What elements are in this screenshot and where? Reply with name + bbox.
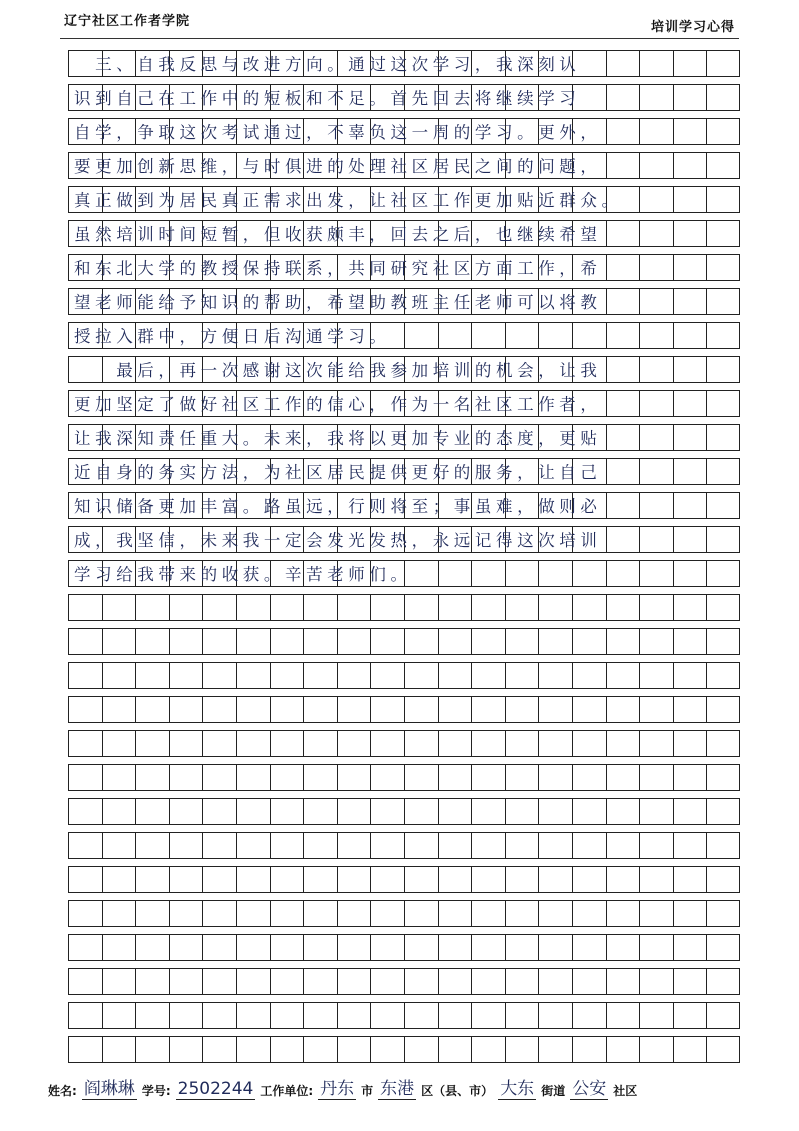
essay-line: 知识储备更加丰富。路虽远，行则将至；事虽难，做则必 [74,497,602,516]
district-value: 东港 [380,1079,415,1099]
essay-line: 最后，再一次感谢这次能给我参加培训的机会，让我 [74,361,602,380]
grid-row [69,968,740,995]
essay-line: 三、自我反思与改进方向。通过这次学习，我深刻认 [74,55,581,74]
grid-row [69,866,740,893]
essay-line: 学习给我带来的收获。辛苦老师们。 [74,565,412,584]
name-value: 阎琳琳 [83,1079,135,1099]
unit-label: 工作单位: [260,1084,314,1098]
community-value: 公安 [572,1079,607,1099]
grid-row [69,764,740,791]
essay-line: 识到自己在工作中的短板和不足。首先回去将继续学习 [74,89,581,108]
essay-line: 自学，争取这次考试通过，不辜负这一周的学习。更外， [74,123,602,142]
essay-line: 近自身的务实方法，为社区居民提供更好的服务，让自己 [74,463,602,482]
grid-row [69,934,740,961]
grid-row [69,900,740,927]
essay-line: 要更加创新思维，与时俱进的处理社区居民之间的问题， [74,157,602,176]
essay-line: 虽然培训时间短暂，但收获颇丰，回去之后，也继续希望 [74,225,602,244]
street-suffix: 街道 [541,1084,566,1098]
grid-row [69,798,740,825]
city-suffix: 市 [361,1084,374,1098]
header-divider [60,38,739,39]
community-suffix: 社区 [613,1084,638,1098]
institute-name: 辽宁社区工作者学院 [64,14,191,29]
essay-line: 和东北大学的教授保持联系，共同研究社区方面工作，希 [74,259,602,278]
essay-line: 真正做到为居民真正需求出发，让社区工作更加贴近群众。 [74,191,623,210]
student-info-footer [46,1078,759,1100]
id-value: 2502244 [177,1079,254,1099]
grid-row [69,1002,740,1029]
manuscript-grid [68,46,740,1066]
grid-row [69,1036,740,1063]
essay-line: 更加坚定了做好社区工作的信心，作为一名社区工作者， [74,395,602,414]
street-value: 大东 [500,1079,535,1099]
city-value: 丹东 [320,1079,355,1099]
essay-line: 望老师能给予知识的帮助，希望助教班主任老师可以将教 [74,293,602,312]
grid-row [69,730,740,757]
essay-line: 成，我坚信，未来我一定会发光发热，永远记得这次培训 [74,531,602,550]
grid-row [69,832,740,859]
essay-line: 让我深知责任重大。未来，我将以更加专业的态度，更贴 [74,429,602,448]
grid-row [69,662,740,689]
id-label: 学号: [141,1084,171,1098]
grid-row [69,594,740,621]
district-suffix: 区（县、市） [421,1084,494,1098]
grid-row [69,628,740,655]
grid-row [69,696,740,723]
essay-line: 授拉入群中，方便日后沟通学习。 [74,327,391,346]
name-label: 姓名: [48,1084,77,1098]
document-title: 培训学习心得 [650,20,735,35]
